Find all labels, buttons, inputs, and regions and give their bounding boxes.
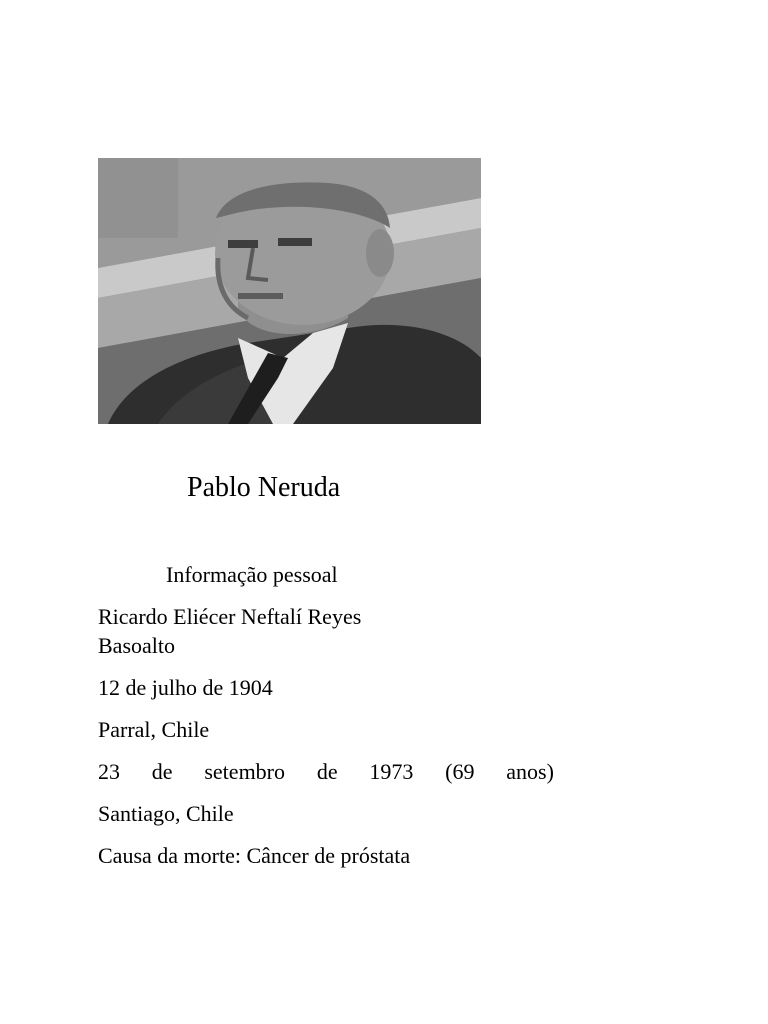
death-date-word: anos) — [506, 759, 554, 784]
personal-info-list — [98, 602, 554, 883]
death-cause: Causa da morte: Câncer de próstata — [98, 843, 411, 868]
death-date-word: 23 — [98, 759, 120, 784]
portrait-photo — [98, 158, 481, 424]
death-date — [98, 757, 554, 786]
death-date-word: (69 — [445, 759, 475, 784]
death-date-word: setembro — [204, 759, 286, 784]
birth-place: Parral, Chile — [98, 717, 210, 742]
death-place: Santiago, Chile — [98, 801, 234, 826]
death-date-word: de — [151, 759, 173, 784]
section-heading-personal-info: Informação pessoal — [166, 562, 338, 587]
full-name — [98, 602, 554, 660]
page-title: Pablo Neruda — [187, 472, 341, 503]
full-name-line-2: Basoalto — [98, 633, 175, 658]
full-name-line-1: Ricardo Eliécer Neftalí Reyes — [98, 604, 362, 629]
death-date-word: de — [316, 759, 338, 784]
death-date-word: 1973 — [369, 759, 414, 784]
birth-date: 12 de julho de 1904 — [98, 675, 273, 700]
